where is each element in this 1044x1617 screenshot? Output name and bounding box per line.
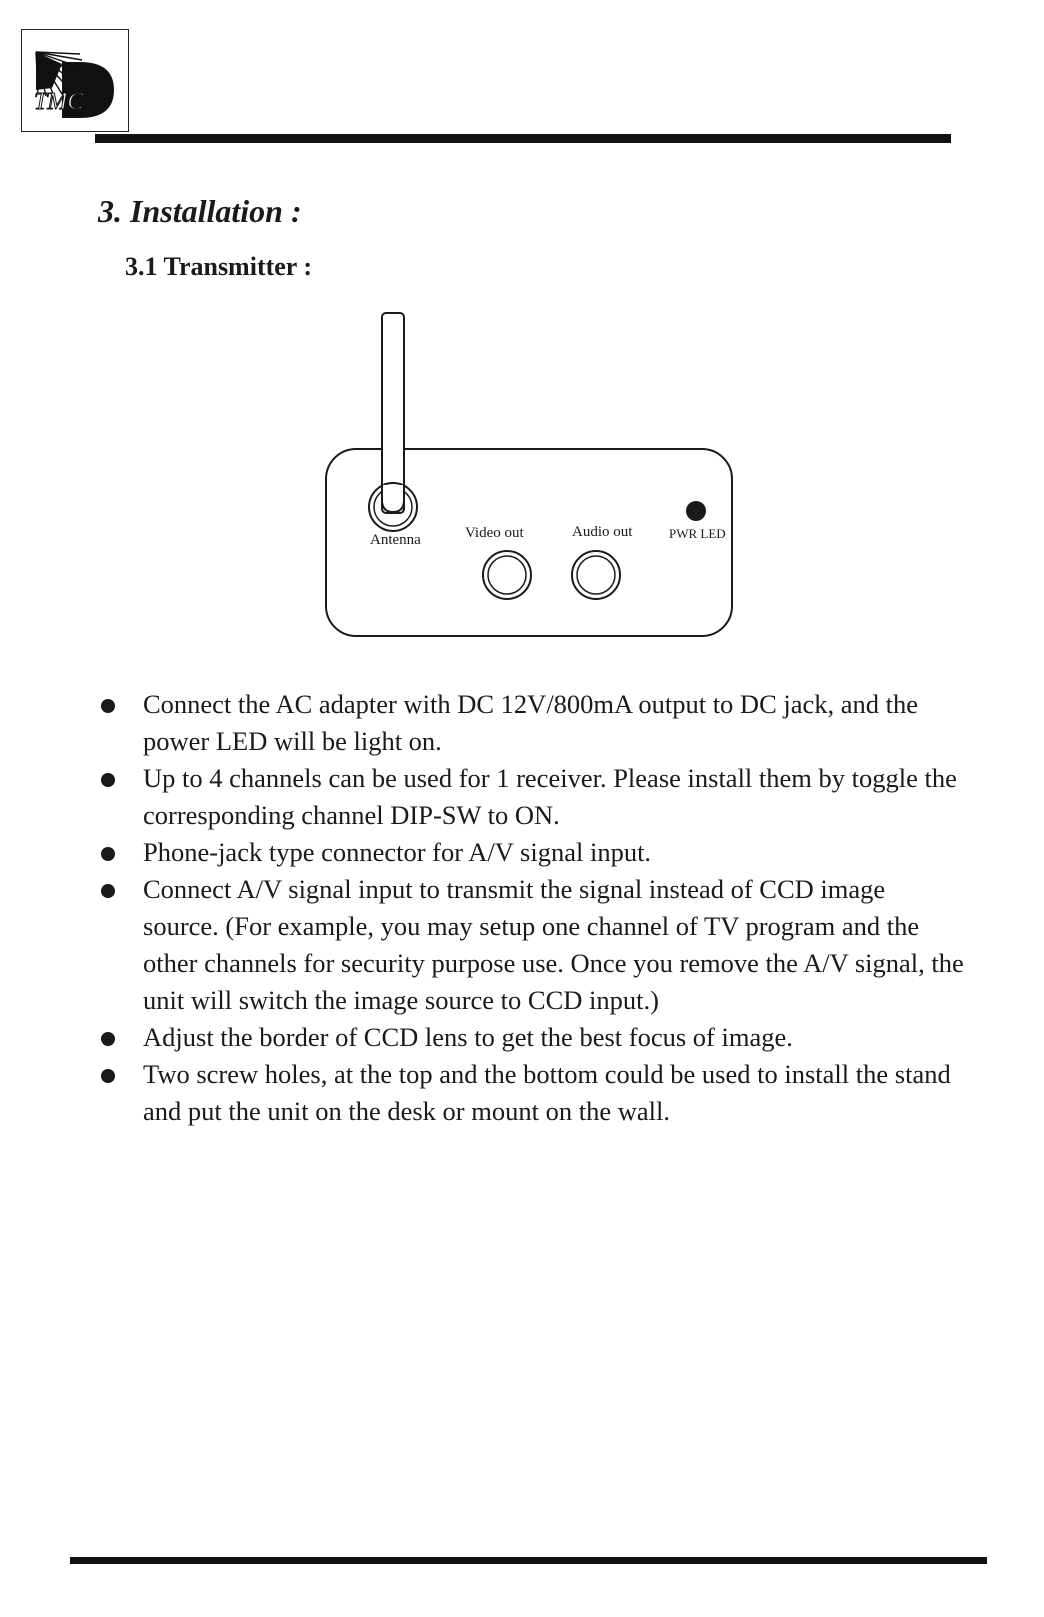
transmitter-drawing: [300, 300, 760, 645]
pwr-led: [686, 501, 706, 521]
list-item: [95, 1056, 965, 1130]
company-logo: [21, 29, 129, 132]
list-item: [95, 871, 965, 1019]
audio-out-label: Audio out: [572, 524, 633, 540]
pwr-led-label: PWR LED: [669, 526, 726, 541]
bullet-icon: [101, 699, 115, 713]
bullet-icon: [101, 1032, 115, 1046]
list-item: [95, 760, 965, 834]
list-item: [95, 686, 965, 760]
list-item-text: Phone-jack type connector for A/V signal input.: [143, 837, 652, 867]
section-title: 3. Installation :: [98, 193, 302, 229]
subsection-title: 3.1 Transmitter :: [125, 252, 313, 281]
list-item: [95, 834, 965, 871]
instruction-list: [95, 686, 965, 1130]
bullet-icon: [101, 884, 115, 898]
list-item: [95, 1019, 965, 1056]
svg-text:TMC: TMC: [34, 89, 84, 115]
transmitter-diagram: [300, 300, 760, 650]
video-out-label: Video out: [465, 525, 524, 541]
list-item-text: Adjust the border of CCD lens to get the best focus of image.: [143, 1022, 793, 1052]
bullet-icon: [101, 1069, 115, 1083]
footer-rule: [70, 1557, 987, 1564]
tmc-logo-graphic: [22, 30, 130, 133]
antenna-label: Antenna: [370, 532, 421, 548]
list-item-text: Up to 4 channels can be used for 1 receiver. Please install them by toggle the corresponding channel DIP-SW to ON.: [143, 763, 957, 830]
header-rule: [95, 134, 951, 143]
list-item-text: Connect the AC adapter with DC 12V/800mA output to DC jack, and the power LED will be light on.: [143, 689, 919, 756]
bullet-icon: [101, 847, 115, 861]
bullet-icon: [101, 773, 115, 787]
list-item-text: Two screw holes, at the top and the bottom could be used to install the stand and put the unit on the desk or mount on the wall.: [143, 1059, 951, 1126]
list-item-text: Connect A/V signal input to transmit the signal instead of CCD image source. (For example, you may setup one channel of TV program and the other channels for security purpose use. Once you remove the A/V signal, the unit will switch the image source to CCD input.): [143, 874, 964, 1015]
